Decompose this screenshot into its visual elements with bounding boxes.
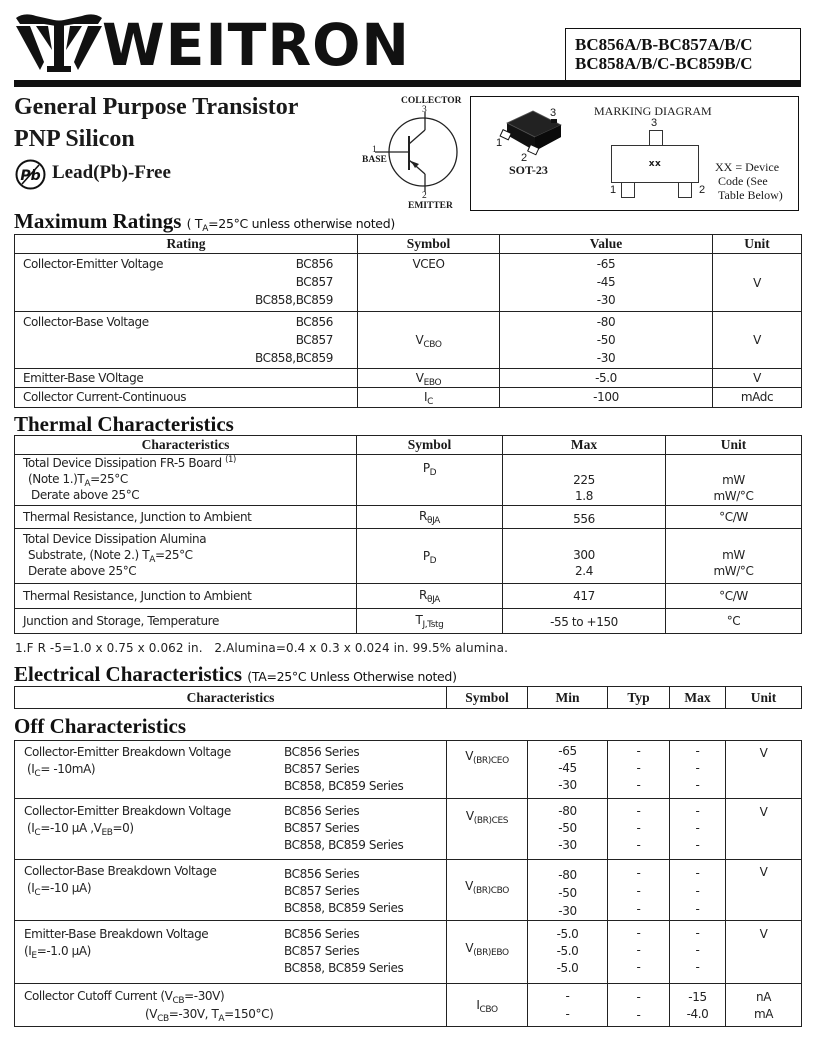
characteristic-name: Collector-Emitter Breakdown Voltage bbox=[24, 804, 231, 818]
max-cell bbox=[503, 455, 666, 506]
value: -5.0 bbox=[556, 927, 579, 941]
min-cell bbox=[528, 921, 608, 984]
sot23-package-icon bbox=[493, 105, 573, 165]
symbol-cell: $R_{\theta JA}$ bbox=[357, 584, 503, 609]
value-cell: -5.0 bbox=[500, 369, 713, 388]
device: BC856 Series bbox=[284, 927, 360, 941]
col-header: Max bbox=[670, 687, 726, 709]
value: - bbox=[636, 761, 641, 775]
characteristic-text bbox=[24, 926, 284, 977]
product-title: General Purpose Transistor bbox=[14, 94, 299, 120]
legend-line-3: Table Below) bbox=[718, 188, 783, 202]
symbol-cell: VCEO bbox=[358, 254, 500, 312]
legend-line-2: Code (See bbox=[718, 174, 768, 188]
marking-lead-3 bbox=[649, 130, 663, 145]
device: BC856 Series bbox=[284, 804, 360, 818]
unit-cell: V bbox=[726, 799, 802, 860]
unit: nA bbox=[755, 990, 771, 1004]
device-list bbox=[284, 744, 403, 795]
value: 225 bbox=[573, 473, 595, 487]
value: - bbox=[695, 926, 700, 940]
value: - bbox=[636, 960, 641, 974]
min-cell bbox=[528, 984, 608, 1027]
symbol-cell: $R_{\theta JA}$ bbox=[357, 506, 503, 529]
value: - bbox=[636, 926, 641, 940]
max-cell: -55 to +150 bbox=[503, 609, 666, 634]
characteristic-cell bbox=[15, 860, 447, 921]
unit-cell bbox=[666, 455, 802, 506]
value: -30 bbox=[558, 904, 577, 918]
table-header-row bbox=[15, 687, 802, 709]
value: -30 bbox=[558, 778, 577, 792]
value: - bbox=[695, 960, 700, 974]
characteristic-cell bbox=[15, 529, 357, 584]
table-row bbox=[15, 984, 802, 1027]
base-pin: 1 bbox=[372, 145, 377, 155]
table-row bbox=[15, 921, 802, 984]
device: BC856 bbox=[295, 315, 333, 329]
device: BC858, BC859 Series bbox=[284, 961, 404, 975]
characteristic-line: Derate above 25°C bbox=[31, 488, 140, 502]
characteristic-cell bbox=[15, 984, 447, 1027]
symbol-cell: $I_C$ bbox=[358, 388, 500, 408]
legend-line-1: XX = Device bbox=[715, 160, 780, 174]
value: -4.0 bbox=[686, 1007, 709, 1021]
max-cell bbox=[670, 741, 726, 799]
device-list bbox=[284, 863, 403, 917]
electrical-heading bbox=[14, 662, 457, 689]
rating-name: Collector-Base Voltage bbox=[23, 315, 149, 329]
value: - bbox=[636, 990, 641, 1004]
value: -5.0 bbox=[556, 961, 579, 975]
off-characteristics-heading: Off Characteristics bbox=[14, 714, 187, 738]
unit: mA bbox=[753, 1007, 774, 1021]
device-code-legend bbox=[715, 160, 783, 202]
marking-pin-3: 3 bbox=[651, 117, 658, 129]
rating-cell bbox=[15, 254, 358, 312]
device: BC858, BC859 Series bbox=[284, 779, 404, 793]
symbol-cell: $V_{(BR)CBO}$ bbox=[447, 860, 528, 921]
value: -50 bbox=[596, 333, 616, 347]
table-row bbox=[15, 506, 802, 529]
value: -30 bbox=[558, 838, 577, 852]
marking-lead-1 bbox=[621, 183, 635, 198]
symbol-cell: $P_D$ bbox=[357, 455, 503, 506]
marking-package-body bbox=[611, 145, 699, 183]
rating-cell bbox=[15, 312, 358, 369]
value: -50 bbox=[558, 886, 577, 900]
value: -80 bbox=[558, 804, 577, 818]
device-list bbox=[233, 255, 333, 309]
value: - bbox=[636, 838, 641, 852]
marking-pin-1: 1 bbox=[610, 184, 617, 196]
lead-free-label: Lead(Pb)-Free bbox=[52, 162, 171, 183]
col-header: Symbol bbox=[357, 436, 503, 455]
value: 300 bbox=[573, 548, 595, 562]
symbol-cell: $V_{(BR)CES}$ bbox=[447, 799, 528, 860]
unit-cell: °C/W bbox=[666, 584, 802, 609]
table-row bbox=[15, 584, 802, 609]
thermal-heading: Thermal Characteristics bbox=[14, 412, 234, 436]
unit-cell: °C/W bbox=[666, 506, 802, 529]
off-characteristics-table bbox=[14, 740, 802, 1027]
device-list bbox=[284, 926, 403, 977]
characteristic-line: (Note $1.)T_A=25^\circ C$ bbox=[28, 472, 128, 489]
value-cell bbox=[500, 312, 713, 369]
col-header: Unit bbox=[726, 687, 802, 709]
unit-cell: V bbox=[726, 860, 802, 921]
device: BC857 bbox=[295, 333, 333, 347]
typ-cell bbox=[608, 860, 670, 921]
device: BC858, BC859 Series bbox=[284, 901, 404, 915]
typ-cell bbox=[608, 741, 670, 799]
unit-cell bbox=[726, 984, 802, 1027]
part-number-line-1: BC856A/B-BC857A/B/C bbox=[575, 35, 753, 54]
characteristic-cell bbox=[15, 455, 357, 506]
table-row bbox=[15, 609, 802, 634]
characteristic-cell bbox=[15, 799, 447, 860]
test-condition: ($I_C=-10$ µA) bbox=[27, 881, 92, 898]
marking-diagram-title: MARKING DIAGRAM bbox=[594, 104, 712, 118]
value: - bbox=[636, 943, 641, 957]
characteristic-cell bbox=[15, 741, 447, 799]
package-pin-2: 2 bbox=[521, 152, 528, 164]
unit-cell: V bbox=[726, 921, 802, 984]
table-row bbox=[15, 312, 802, 369]
value: - bbox=[695, 804, 700, 818]
symbol-cell: $V_{(BR)CEO}$ bbox=[447, 741, 528, 799]
electrical-header-table bbox=[14, 686, 802, 709]
device: BC857 Series bbox=[284, 821, 360, 835]
pnp-transistor-symbol bbox=[355, 94, 467, 214]
max-ratings-note: ( $T_A=25^\circ C$ unless otherwise noted) bbox=[186, 216, 395, 234]
unit: mW bbox=[722, 548, 745, 562]
rating-cell: Emitter-Base VOltage bbox=[15, 369, 358, 388]
lead-free-icon bbox=[15, 159, 46, 190]
min-cell bbox=[528, 741, 608, 799]
rating-name: Collector-Emitter Voltage bbox=[23, 257, 164, 271]
table-header-row bbox=[15, 235, 802, 254]
part-number-line-2: BC858A/B/C-BC859B/C bbox=[575, 54, 753, 73]
max-cell bbox=[670, 799, 726, 860]
max-cell: 417 bbox=[503, 584, 666, 609]
max-ratings-heading bbox=[14, 209, 395, 236]
unit-cell: mAdc bbox=[713, 388, 802, 408]
value: - bbox=[636, 744, 641, 758]
symbol-cell: $V_{EBO}$ bbox=[358, 369, 500, 388]
characteristic-name: Collector Cutoff Current $(V_{CB}=-30V)$ bbox=[24, 989, 225, 1006]
characteristic-cell: Junction and Storage, Temperature bbox=[15, 609, 357, 634]
electrical-title: Electrical Characteristics bbox=[14, 662, 242, 686]
device: BC856 Series bbox=[284, 745, 360, 759]
value: -30 bbox=[596, 351, 616, 365]
max-cell bbox=[670, 984, 726, 1027]
characteristic-line: Total Device Dissipation Alumina bbox=[23, 532, 207, 546]
table-header-row bbox=[15, 436, 802, 455]
collector-label: COLLECTOR bbox=[401, 96, 462, 106]
table-row bbox=[15, 799, 802, 860]
unit-cell: V bbox=[713, 369, 802, 388]
value: - bbox=[636, 1008, 641, 1022]
col-header: Unit bbox=[666, 436, 802, 455]
device-list bbox=[233, 313, 333, 367]
symbol-cell: $P_D$ bbox=[357, 529, 503, 584]
characteristic-text bbox=[24, 744, 284, 795]
value: - bbox=[636, 884, 641, 898]
collector-pin: 3 bbox=[422, 105, 427, 115]
unit-cell: V bbox=[726, 741, 802, 799]
characteristic-name: Emitter-Base Breakdown Voltage bbox=[24, 927, 209, 941]
value: -15 bbox=[688, 990, 707, 1004]
emitter-pin: 2 bbox=[422, 191, 427, 201]
max-ratings-table bbox=[14, 234, 802, 408]
device: BC856 bbox=[295, 257, 333, 271]
value: -65 bbox=[558, 744, 577, 758]
svg-text:Pb: Pb bbox=[20, 168, 41, 184]
device: BC858,BC859 bbox=[254, 293, 333, 307]
unit-cell: °C bbox=[666, 609, 802, 634]
package-pin-3: 3 bbox=[550, 107, 557, 119]
marking-pin-2: 2 bbox=[699, 184, 706, 196]
thermal-footnote: 1.F R -5=1.0 x 0.75 x 0.062 in. 2.Alumina=0.4 x 0.3 x 0.024 in. 99.5% alumina. bbox=[15, 641, 508, 655]
thermal-table bbox=[14, 435, 802, 634]
brand-name: WEITRON bbox=[102, 11, 410, 79]
device: BC857 bbox=[295, 275, 333, 289]
characteristic-name: Collector-Base Breakdown Voltage bbox=[24, 864, 217, 878]
device-code: xx bbox=[648, 159, 662, 169]
unit-cell bbox=[666, 529, 802, 584]
max-cell bbox=[503, 529, 666, 584]
table-row bbox=[15, 369, 802, 388]
characteristic-cell: Thermal Resistance, Junction to Ambient bbox=[15, 584, 357, 609]
min-cell bbox=[528, 860, 608, 921]
table-row bbox=[15, 741, 802, 799]
test-condition: ($I_C=-10$ µA $,V_{EB}=0$) bbox=[27, 821, 134, 838]
value: -80 bbox=[596, 315, 616, 329]
table-row bbox=[15, 254, 802, 312]
characteristic-cell bbox=[15, 921, 447, 984]
value: - bbox=[636, 778, 641, 792]
value: -30 bbox=[596, 293, 616, 307]
value: -45 bbox=[558, 761, 577, 775]
part-number-box bbox=[565, 28, 801, 82]
weitron-logo-icon bbox=[14, 12, 104, 76]
table-row bbox=[15, 860, 802, 921]
marking-diagram-box bbox=[470, 96, 799, 211]
max-cell bbox=[670, 860, 726, 921]
header-rule bbox=[14, 80, 801, 87]
unit: mW/°C bbox=[713, 489, 754, 503]
test-condition: ($I_E=-1.0$ µA) bbox=[24, 944, 91, 961]
col-header: Rating bbox=[15, 235, 358, 254]
rating-cell: Collector Current-Continuous bbox=[15, 388, 358, 408]
device: BC858, BC859 Series bbox=[284, 838, 404, 852]
value: -45 bbox=[596, 275, 616, 289]
col-header: Symbol bbox=[447, 687, 528, 709]
characteristic-line: Derate above 25°C bbox=[28, 564, 137, 578]
typ-cell bbox=[608, 799, 670, 860]
characteristic-line: Total Device Dissipation FR-5 Board $^{(1)}$ bbox=[23, 455, 236, 470]
col-header: Characteristics bbox=[15, 436, 357, 455]
characteristic-cell: Thermal Resistance, Junction to Ambient bbox=[15, 506, 357, 529]
col-header: Characteristics bbox=[15, 687, 447, 709]
device-list bbox=[284, 803, 403, 854]
value: -5.0 bbox=[556, 944, 579, 958]
value: - bbox=[695, 761, 700, 775]
value: -80 bbox=[558, 868, 577, 882]
table-row bbox=[15, 529, 802, 584]
value: - bbox=[636, 866, 641, 880]
value: - bbox=[695, 884, 700, 898]
device: BC857 Series bbox=[284, 884, 360, 898]
value: - bbox=[695, 902, 700, 916]
symbol-cell: $I_{CBO}$ bbox=[447, 984, 528, 1027]
value: - bbox=[636, 804, 641, 818]
unit: mW bbox=[722, 473, 745, 487]
table-row bbox=[15, 388, 802, 408]
value: - bbox=[636, 821, 641, 835]
value: -65 bbox=[596, 257, 616, 271]
value: 2.4 bbox=[575, 564, 593, 578]
unit-cell: V bbox=[713, 312, 802, 369]
package-pin-1: 1 bbox=[496, 137, 503, 149]
marking-lead-2 bbox=[678, 183, 692, 198]
symbol-cell: $T_{J,Tstg}$ bbox=[357, 609, 503, 634]
value: - bbox=[695, 821, 700, 835]
package-name: SOT-23 bbox=[509, 163, 548, 177]
table-row bbox=[15, 455, 802, 506]
min-cell bbox=[528, 799, 608, 860]
emitter-label: EMITTER bbox=[408, 201, 453, 211]
base-label: BASE bbox=[362, 155, 387, 165]
max-cell: 556 bbox=[503, 506, 666, 529]
col-header: Typ bbox=[608, 687, 670, 709]
col-header: Max bbox=[503, 436, 666, 455]
symbol-cell: $V_{CBO}$ bbox=[358, 312, 500, 369]
device: BC857 Series bbox=[284, 944, 360, 958]
value: - bbox=[565, 1007, 570, 1021]
test-condition: ($V_{CB}=-30V$, $T_A=150^\circ C$) bbox=[145, 1007, 274, 1024]
device: BC858,BC859 bbox=[254, 351, 333, 365]
value: -50 bbox=[558, 821, 577, 835]
max-ratings-title: Maximum Ratings bbox=[14, 209, 182, 233]
characteristic-text bbox=[24, 803, 284, 854]
value: 1.8 bbox=[575, 489, 593, 503]
electrical-note: (TA=25°C Unless Otherwise noted) bbox=[247, 669, 457, 684]
typ-cell bbox=[608, 984, 670, 1027]
col-header: Value bbox=[500, 235, 713, 254]
characteristic-line: Substrate, (Note 2.) $T_A=25^\circ C$ bbox=[28, 548, 193, 565]
device: BC857 Series bbox=[284, 762, 360, 776]
value: - bbox=[695, 778, 700, 792]
col-header: Symbol bbox=[358, 235, 500, 254]
typ-cell bbox=[608, 921, 670, 984]
product-subtitle: PNP Silicon bbox=[14, 126, 135, 152]
value-cell: -100 bbox=[500, 388, 713, 408]
max-cell bbox=[670, 921, 726, 984]
value: - bbox=[636, 902, 641, 916]
value: - bbox=[695, 866, 700, 880]
col-header: Min bbox=[528, 687, 608, 709]
test-condition: $(I_C= -10mA)$ bbox=[27, 762, 96, 779]
col-header: Unit bbox=[713, 235, 802, 254]
unit-cell: V bbox=[713, 254, 802, 312]
characteristic-text bbox=[24, 863, 284, 917]
value: - bbox=[695, 838, 700, 852]
value: - bbox=[695, 943, 700, 957]
device: BC856 Series bbox=[284, 867, 360, 881]
value: - bbox=[565, 989, 570, 1003]
value: - bbox=[695, 744, 700, 758]
value-cell bbox=[500, 254, 713, 312]
unit: mW/°C bbox=[713, 564, 754, 578]
characteristic-name: Collector-Emitter Breakdown Voltage bbox=[24, 745, 231, 759]
symbol-cell: $V_{(BR)EBO}$ bbox=[447, 921, 528, 984]
